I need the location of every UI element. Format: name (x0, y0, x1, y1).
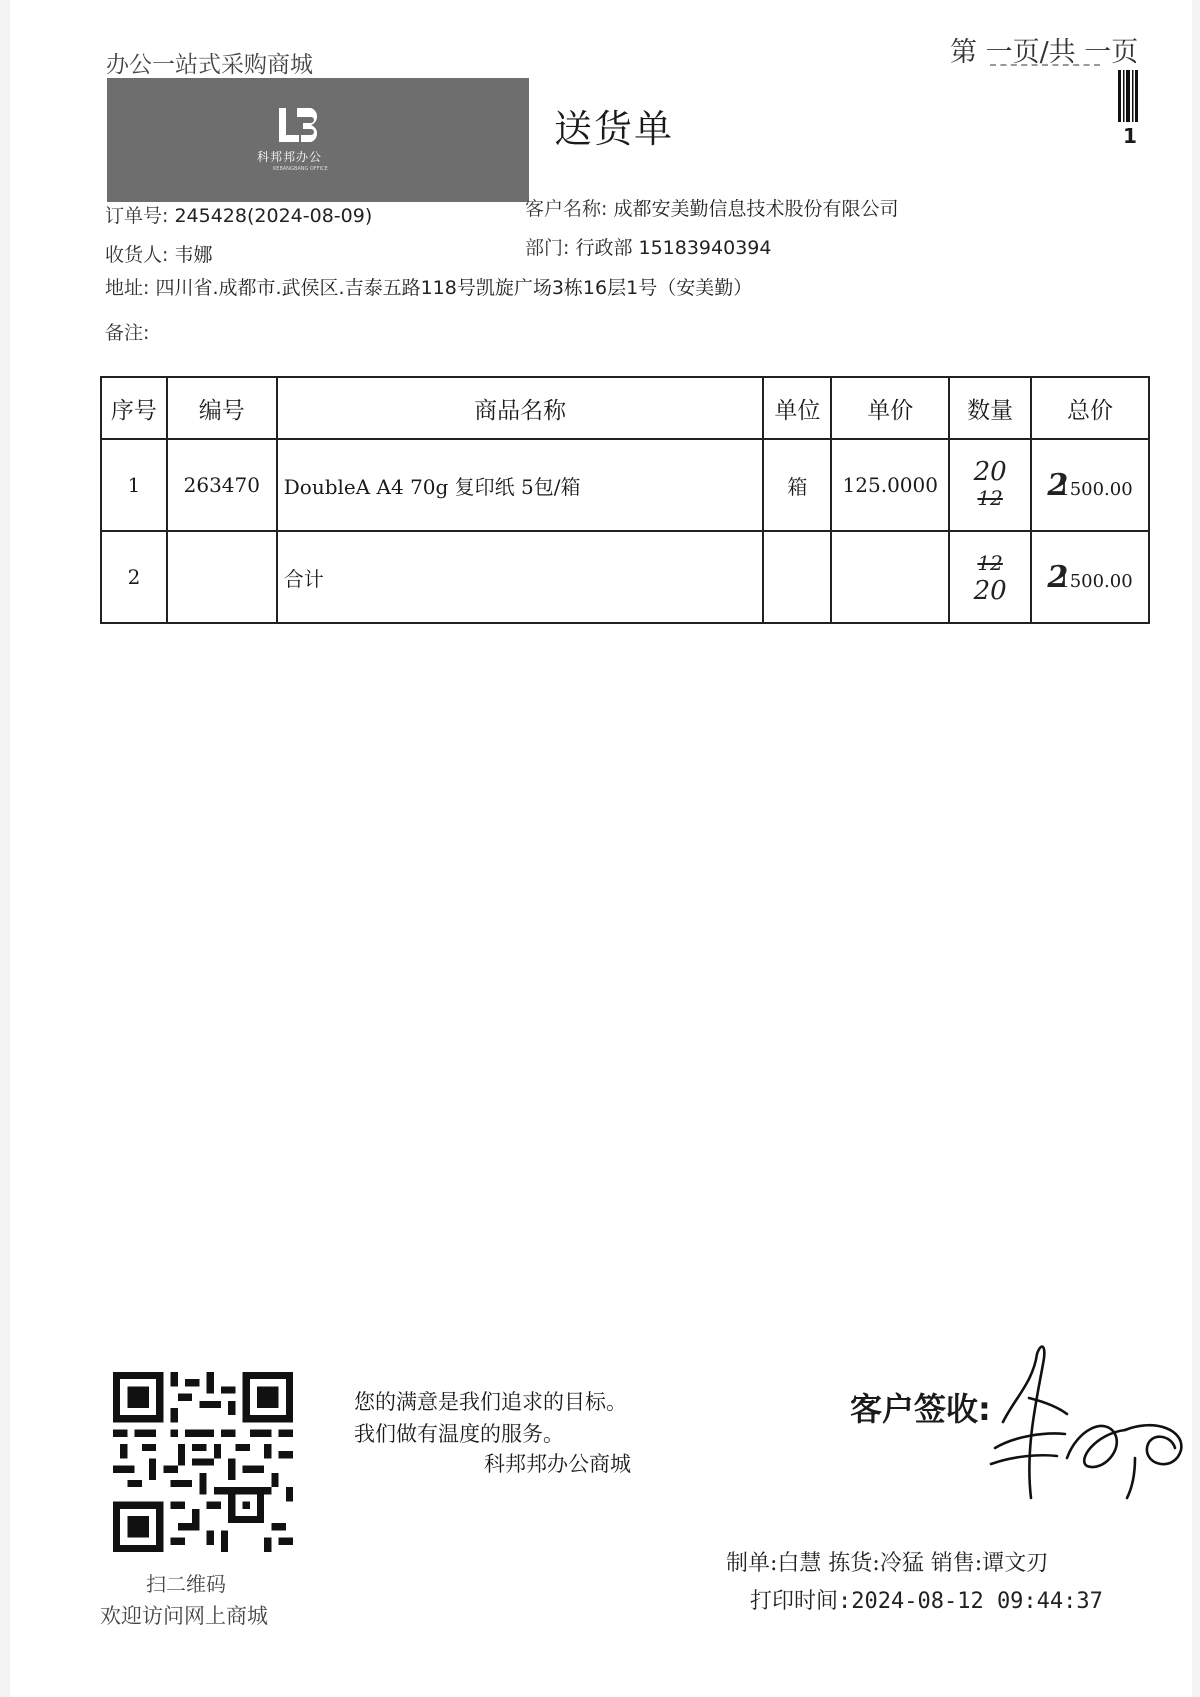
logo-tagline: KEBANGBANG OFFICE (273, 166, 328, 172)
cell-unit: 箱 (763, 439, 831, 531)
print-time: 打印时间:2024-08-12 09:44:37 (750, 1589, 1103, 1614)
staff-line: 制单:白慧 拣货:冷猛 销售:谭文刃 (726, 1551, 1049, 1576)
col-header-index: 序号 (101, 377, 167, 439)
receiver-line (105, 240, 212, 267)
slogan-line-2: 我们做有温度的服务。 (354, 1422, 564, 1446)
page-number: 第 一页/共 一页 (950, 37, 1139, 68)
customer-label: 客户名称: (525, 198, 608, 220)
slogan-block (354, 1386, 627, 1450)
company-logo (107, 78, 529, 202)
qr-caption-scan: 扫二维码 (146, 1572, 226, 1596)
customer-line (525, 194, 898, 221)
cell-code (167, 531, 277, 623)
cell-price (831, 531, 949, 623)
document-title: 送货单 (554, 107, 675, 151)
remark-line (105, 318, 149, 345)
address-value: 四川省.成都市.武侯区.吉泰五路118号凯旋广场3栋16层1号（安美勤） (155, 277, 753, 299)
col-header-code: 编号 (167, 377, 277, 439)
qty-printed-struck: 12 (977, 551, 1003, 575)
cell-unit (763, 531, 831, 623)
cell-index: 1 (101, 439, 167, 531)
total-printed: 1500.00 (1058, 478, 1133, 500)
cell-total (1031, 531, 1149, 623)
receiver-value: 韦娜 (174, 244, 213, 266)
cell-total (1031, 439, 1149, 531)
cell-price: 125.0000 (831, 439, 949, 531)
receiver-label: 收货人: (105, 244, 169, 266)
department-value: 行政部 15183940394 (575, 237, 772, 259)
total-printed: 1500.00 (1058, 570, 1133, 592)
table-row (101, 531, 1149, 623)
department-line (525, 233, 771, 260)
customer-value: 成都安美勤信息技术股份有限公司 (613, 198, 899, 220)
slogan-signoff: 科邦邦办公商城 (484, 1452, 631, 1476)
total-handwritten-digit: 2 (1047, 467, 1069, 503)
qr-caption-welcome: 欢迎访问网上商城 (100, 1604, 268, 1628)
barcode (1118, 70, 1140, 122)
department-label: 部门: (525, 237, 570, 259)
total-handwritten-digit: 2 (1047, 559, 1069, 595)
cell-index: 2 (101, 531, 167, 623)
table-header-row (101, 377, 1149, 439)
col-header-price: 单价 (831, 377, 949, 439)
customer-sign-label: 客户签收: (850, 1390, 991, 1428)
address-line (105, 273, 752, 300)
redaction-mark (990, 64, 1100, 70)
col-header-total: 总价 (1031, 377, 1149, 439)
col-header-unit: 单位 (763, 377, 831, 439)
handwritten-signature (985, 1338, 1195, 1508)
cell-name: DoubleA A4 70g 复印纸 5包/箱 (277, 439, 764, 531)
order-number-line (105, 201, 372, 228)
qty-handwritten: 20 (973, 457, 1007, 487)
address-label: 地址: (105, 277, 150, 299)
remark-label: 备注: (105, 322, 150, 344)
delivery-note-paper (10, 0, 1192, 1697)
barcode-number: 1 (1123, 124, 1137, 148)
items-table (100, 376, 1150, 624)
order-number-label: 订单号: (105, 205, 169, 227)
logo-company-name: 科邦邦办公 (257, 150, 323, 164)
col-header-qty: 数量 (949, 377, 1031, 439)
qty-handwritten: 20 (973, 576, 1007, 606)
qr-code (113, 1372, 293, 1552)
cell-qty (949, 439, 1031, 531)
cell-qty (949, 531, 1031, 623)
cell-code: 263470 (167, 439, 277, 531)
order-number-value: 245428(2024-08-09) (174, 205, 373, 227)
col-header-name: 商品名称 (277, 377, 764, 439)
logo-mark-icon (275, 106, 329, 146)
cell-name: 合计 (277, 531, 764, 623)
slogan-line-1: 您的满意是我们追求的目标。 (354, 1390, 627, 1414)
qty-printed-struck: 12 (977, 486, 1003, 510)
table-row (101, 439, 1149, 531)
mall-title: 办公一站式采购商城 (106, 52, 313, 78)
